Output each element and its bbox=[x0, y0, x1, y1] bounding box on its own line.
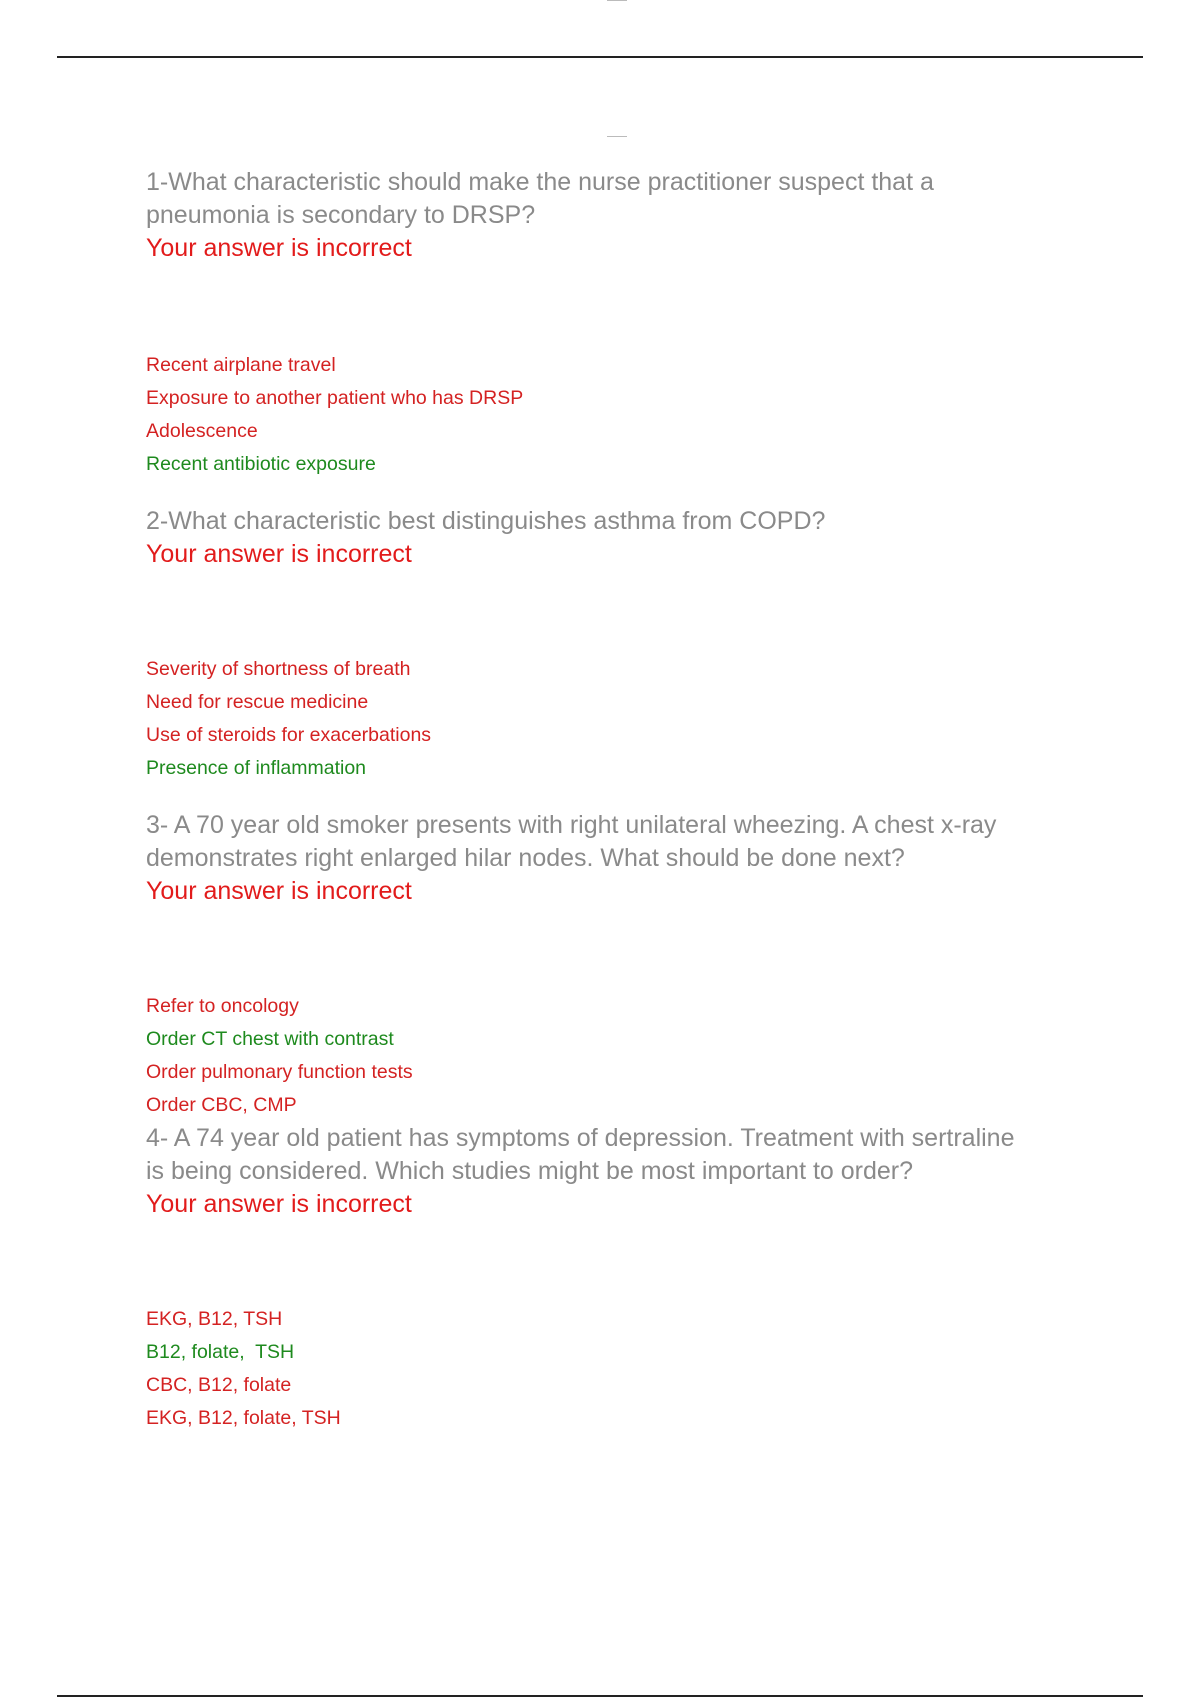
question-4 bbox=[146, 1122, 1106, 1435]
option-item[interactable]: Order CBC, CMP bbox=[146, 1094, 297, 1116]
option-item[interactable]: Recent airplane travel bbox=[146, 354, 336, 376]
option-item[interactable]: Use of steroids for exacerbations bbox=[146, 724, 432, 746]
header-mark bbox=[607, 0, 627, 1]
answer-status: Your answer is incorrect bbox=[146, 1190, 412, 1218]
answer-status: Your answer is incorrect bbox=[146, 540, 412, 568]
option-item[interactable]: Refer to oncology bbox=[146, 995, 299, 1017]
option-item[interactable]: Need for rescue medicine bbox=[146, 691, 369, 713]
question-text: 3- A 70 year old smoker presents with right unilateral wheezing. A chest x-ray demonstrates right enlarged hilar nodes. What should be done next? bbox=[146, 811, 997, 872]
question-text: 2-What characteristic best distinguishes asthma from COPD? bbox=[146, 507, 826, 535]
option-item-correct[interactable]: B12, folate, TSH bbox=[146, 1341, 295, 1363]
option-list bbox=[146, 349, 1106, 481]
option-item[interactable]: EKG, B12, folate, TSH bbox=[146, 1407, 341, 1429]
question-3 bbox=[146, 809, 1106, 1122]
option-list bbox=[146, 653, 1106, 785]
page-mark bbox=[607, 136, 627, 137]
question-text: 1-What characteristic should make the nurse practitioner suspect that a pneumonia is secondary to DRSP? bbox=[146, 168, 934, 229]
option-item[interactable]: Order pulmonary function tests bbox=[146, 1061, 413, 1083]
footer-rule bbox=[57, 1695, 1143, 1697]
answer-status: Your answer is incorrect bbox=[146, 234, 412, 262]
option-item[interactable]: EKG, B12, TSH bbox=[146, 1308, 283, 1330]
option-item-correct[interactable]: Presence of inflammation bbox=[146, 757, 367, 779]
option-list bbox=[146, 990, 1106, 1122]
question-2 bbox=[146, 505, 1106, 785]
option-list bbox=[146, 1303, 1106, 1435]
option-item-correct[interactable]: Order CT chest with contrast bbox=[146, 1028, 394, 1050]
option-item[interactable]: Exposure to another patient who has DRSP bbox=[146, 387, 524, 409]
option-item[interactable]: Severity of shortness of breath bbox=[146, 658, 411, 680]
option-item-correct[interactable]: Recent antibiotic exposure bbox=[146, 453, 376, 475]
question-text: 4- A 74 year old patient has symptoms of depression. Treatment with sertraline is being considered. Which studies might be most important to order? bbox=[146, 1124, 1015, 1185]
answer-status: Your answer is incorrect bbox=[146, 877, 412, 905]
option-item[interactable]: Adolescence bbox=[146, 420, 258, 442]
quiz-content bbox=[146, 166, 1106, 1435]
header-rule bbox=[57, 56, 1143, 58]
question-1 bbox=[146, 166, 1106, 481]
option-item[interactable]: CBC, B12, folate bbox=[146, 1374, 292, 1396]
question-header bbox=[146, 505, 846, 571]
